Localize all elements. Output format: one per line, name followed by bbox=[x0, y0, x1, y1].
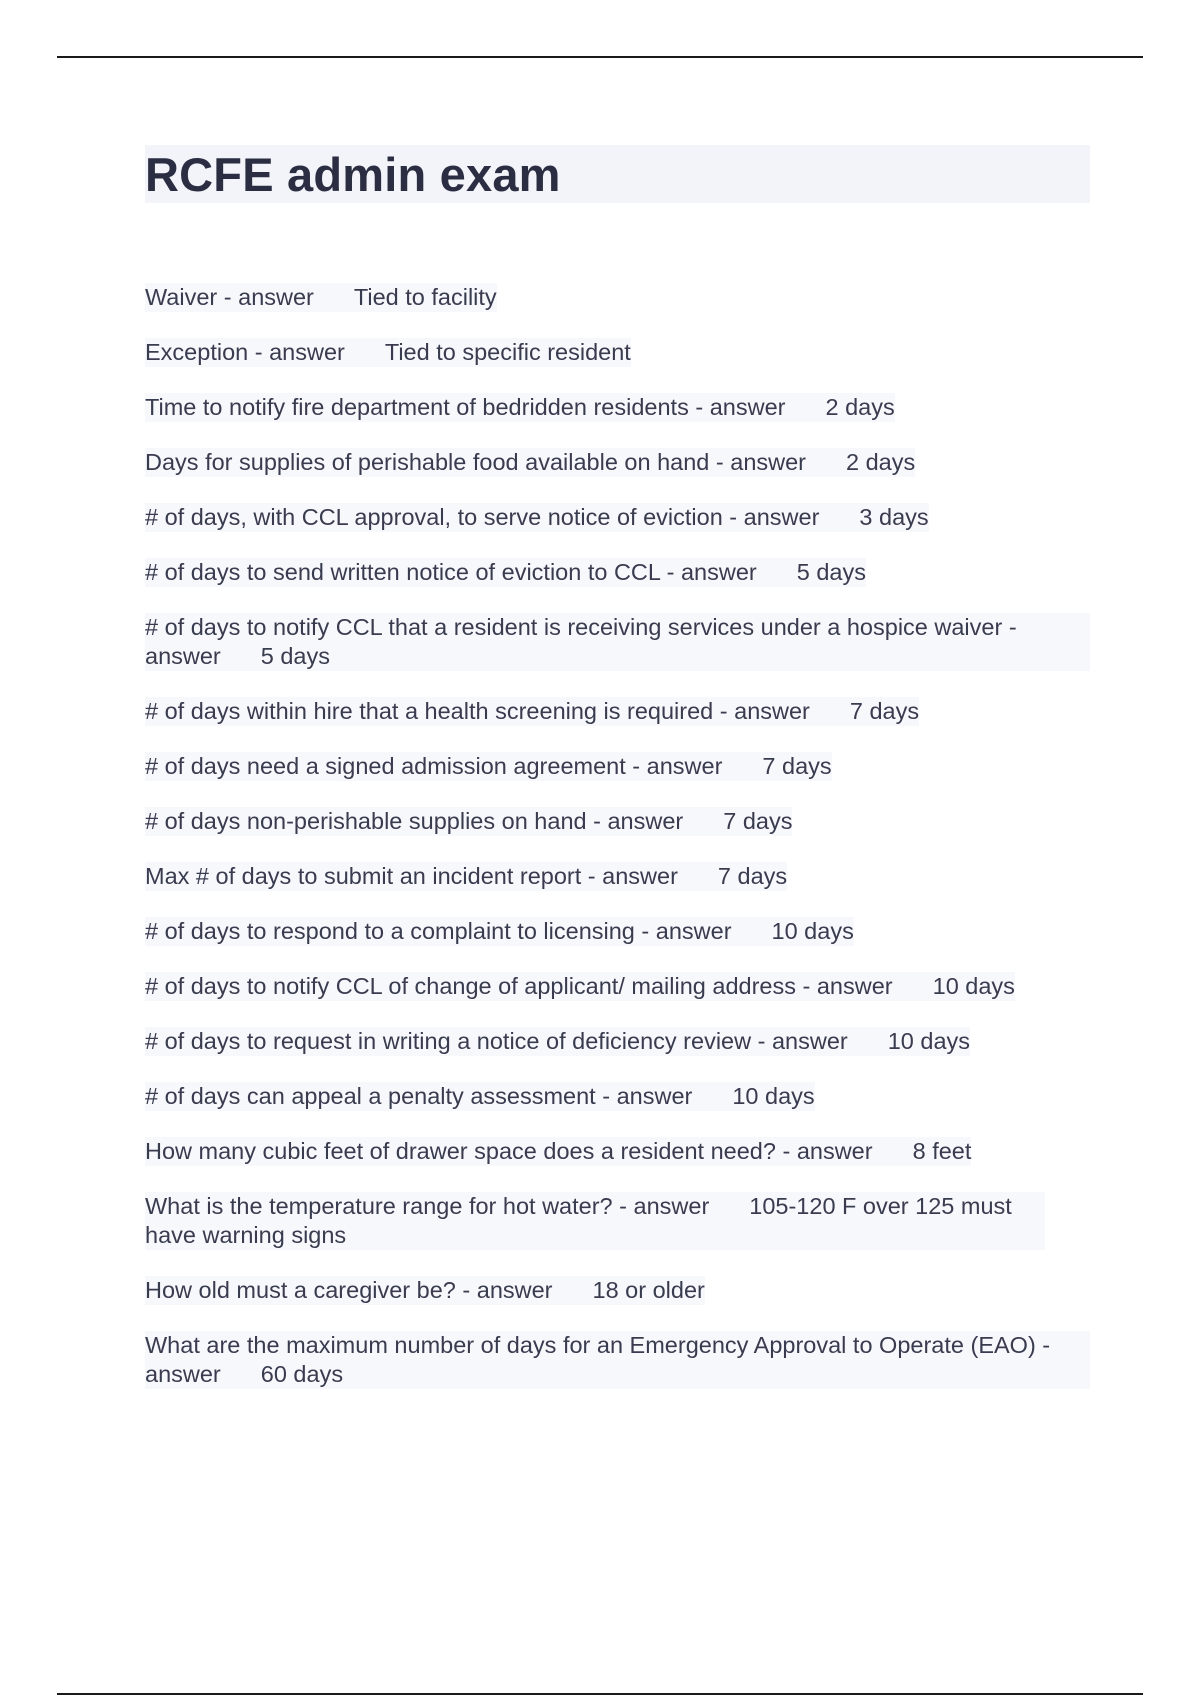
flashcard bbox=[145, 972, 1015, 1001]
flashcard bbox=[145, 1137, 971, 1166]
card-term: # of days to notify CCL of change of applicant/ mailing address - answer bbox=[145, 973, 893, 999]
card-answer: 5 days bbox=[796, 559, 866, 585]
flashcard bbox=[145, 448, 915, 477]
flashcard bbox=[145, 338, 631, 367]
card-answer: 5 days bbox=[260, 643, 331, 669]
card-answer: 10 days bbox=[887, 1028, 971, 1054]
card-answer: 60 days bbox=[260, 1361, 344, 1387]
flashcard-list bbox=[145, 283, 1090, 1389]
card-answer: 7 days bbox=[762, 753, 832, 779]
card-term: # of days need a signed admission agreement - answer bbox=[145, 753, 723, 779]
card-answer: Tied to facility bbox=[353, 284, 497, 310]
flashcard bbox=[145, 503, 929, 532]
card-term: Days for supplies of perishable food available on hand - answer bbox=[145, 449, 807, 475]
flashcard bbox=[145, 393, 895, 422]
flashcard bbox=[145, 1082, 815, 1111]
flashcard bbox=[145, 558, 866, 587]
flashcard bbox=[145, 917, 854, 946]
page-title: RCFE admin exam bbox=[145, 147, 561, 201]
card-answer: 7 days bbox=[723, 808, 793, 834]
card-term: # of days to request in writing a notice of deficiency review - answer bbox=[145, 1028, 848, 1054]
card-answer: Tied to specific resident bbox=[384, 339, 631, 365]
card-answer: 18 or older bbox=[592, 1277, 705, 1303]
card-term: # of days, with CCL approval, to serve notice of eviction - answer bbox=[145, 504, 820, 530]
card-term: # of days within hire that a health screening is required - answer bbox=[145, 698, 810, 724]
card-term: How many cubic feet of drawer space does a resident need? - answer bbox=[145, 1138, 873, 1164]
card-answer: 3 days bbox=[859, 504, 929, 530]
card-term: What are the maximum number of days for an Emergency Approval to Operate (EAO) - answer bbox=[145, 1332, 1051, 1387]
card-term: Max # of days to submit an incident report - answer bbox=[145, 863, 678, 889]
card-term: # of days can appeal a penalty assessment - answer bbox=[145, 1083, 693, 1109]
card-term: Waiver - answer bbox=[145, 284, 314, 310]
card-answer: 105-120 F over 125 must have warning signs bbox=[145, 1193, 1012, 1248]
card-term: # of days to send written notice of eviction to CCL - answer bbox=[145, 559, 757, 585]
card-term: # of days non-perishable supplies on hand - answer bbox=[145, 808, 684, 834]
card-answer: 10 days bbox=[932, 973, 1015, 999]
flashcard bbox=[145, 1027, 970, 1056]
card-term: What is the temperature range for hot water? - answer bbox=[145, 1193, 710, 1219]
card-answer: 8 feet bbox=[912, 1138, 972, 1164]
card-answer: 7 days bbox=[849, 698, 920, 724]
card-term: # of days to notify CCL that a resident is receiving services under a hospice waiver - answer bbox=[145, 614, 1017, 669]
flashcard bbox=[145, 1331, 1090, 1389]
page-content bbox=[145, 145, 1090, 1415]
card-term: # of days to respond to a complaint to licensing - answer bbox=[145, 918, 732, 944]
card-answer: 2 days bbox=[846, 449, 916, 475]
card-answer: 2 days bbox=[825, 394, 895, 420]
flashcard bbox=[145, 613, 1090, 671]
card-answer: 10 days bbox=[771, 918, 854, 944]
page-top-rule bbox=[57, 56, 1143, 58]
flashcard bbox=[145, 1276, 705, 1305]
flashcard bbox=[145, 697, 919, 726]
flashcard bbox=[145, 807, 792, 836]
flashcard bbox=[145, 752, 832, 781]
card-term: Exception - answer bbox=[145, 339, 345, 365]
flashcard bbox=[145, 283, 497, 312]
flashcard bbox=[145, 1192, 1045, 1250]
flashcard bbox=[145, 862, 787, 891]
card-answer: 7 days bbox=[717, 863, 788, 889]
title-band bbox=[145, 145, 1090, 203]
card-answer: 10 days bbox=[732, 1083, 815, 1109]
card-term: Time to notify fire department of bedridden residents - answer bbox=[145, 394, 786, 420]
page-bottom-rule bbox=[57, 1693, 1143, 1695]
card-term: How old must a caregiver be? - answer bbox=[145, 1277, 553, 1303]
